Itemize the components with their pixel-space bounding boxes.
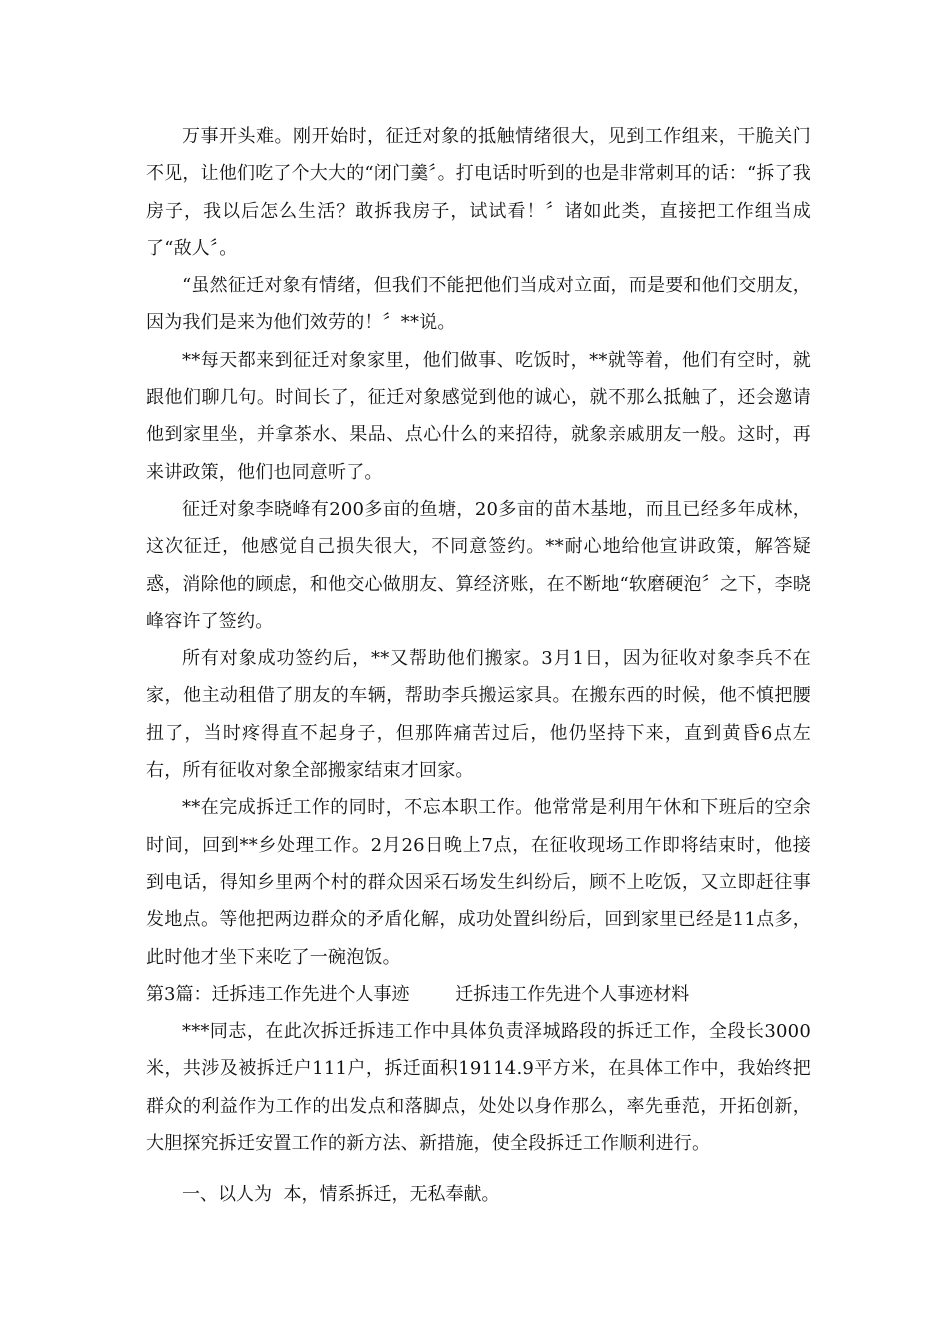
paragraph-5: 所有对象成功签约后，**又帮助他们搬家。3月1日，因为征收对象李兵不在家，他主动租借了朋友的车辆，帮助李兵搬运家具。在搬东西的时候，他不慎把腰扭了，当时疼得直不起身子，但那阵痛苦过后，他仍坚持下来，直到黄昏6点左右，所有征收对象全部搬家结束才回家。: [146, 648, 811, 782]
paragraph-2: “虽然征迁对象有情绪，但我们不能把他们当成对立面，而是要和他们交朋友，因为我们是来为他们效劳的！〞**说。: [146, 275, 811, 334]
paragraph-1: 万事开头难。刚开始时，征迁对象的抵触情绪很大，见到工作组来，干脆关门不见，让他们吃了个大大的“闭门羹〞。打电话时听到的也是非常刺耳的话：“拆了我房子，我以后怎么生活？敢拆我房子，试试看！〞诸如此类，直接把工作组当成了“敌人〞。: [146, 126, 812, 259]
paragraph-4: 征迁对象李晓峰有200多亩的鱼塘，20多亩的苗木基地，而且已经多年成林，这次征迁，他感觉自己损失很大，不同意签约。**耐心地给他宣讲政策，解答疑惑，消除他的顾虑，和他交心做朋友、算经济账，在不断地“软磨硬泡〞之下，李晓峰容许了签约。: [146, 498, 811, 632]
section-heading: 第3篇：迁拆违工作先进个人事迹 迁拆违工作先进个人事迹材料: [146, 983, 690, 1005]
subheading: 一、以人为 本，情系拆迁，无私奉献。: [182, 1184, 500, 1206]
spacer: [146, 1162, 811, 1176]
section-paragraph: ***同志，在此次拆迁拆违工作中具体负责泽城路段的拆迁工作，全段长3000米，共涉及被拆迁户111户，拆迁面积19114.9平方米，在具体工作中，我始终把群众的利益作为工作的出发点和落脚点，处处以身作那么，率先垂范，开拓创新，大胆探究拆迁安置工作的新方法、新措施，使全段拆迁工作顺利进行。: [146, 1021, 811, 1155]
paragraph-6: **在完成拆迁工作的同时，不忘本职工作。他常常是利用午休和下班后的空余时间，回到**乡处理工作。2月26日晚上7点，在征收现场工作即将结束时，他接到电话，得知乡里两个村的群众因采石场发生纠纷后，顾不上吃饭，又立即赶往事发地点。等他把两边群众的矛盾化解，成功处置纠纷后，回到家里已经是11点多，此时他才坐下来吃了一碗泡饭。: [146, 797, 811, 968]
document-page: [146, 118, 811, 1214]
paragraph-3: **每天都来到征迁对象家里，他们做事、吃饭时，**就等着，他们有空时，就跟他们聊几句。时间长了，征迁对象感觉到他的诚心，就不那么抵触了，还会邀请他到家里坐，并拿茶水、果品、点心什么的来招待，就象亲戚朋友一般。这时，再来讲政策，他们也同意听了。: [146, 349, 811, 483]
